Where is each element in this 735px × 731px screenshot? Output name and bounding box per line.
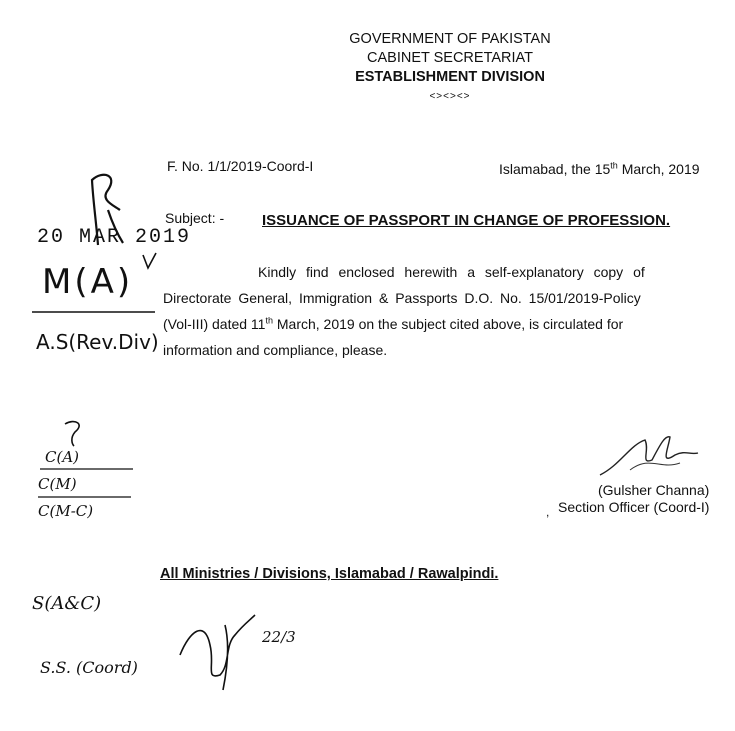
received-stamp-date: 20 MAR 2019 (37, 226, 192, 249)
subject-label: Subject: - (165, 210, 225, 226)
initial-scribble (78, 165, 138, 250)
body-line-3a: (Vol-III) dated 11 (163, 316, 266, 332)
date-prefix: Islamabad, the 15 (499, 161, 611, 177)
note-c-m-c: C(M-C) (38, 502, 94, 520)
body-line-3 (163, 311, 731, 337)
body-paragraph (163, 259, 731, 363)
underline-2 (36, 494, 136, 500)
signatory-title: Section Officer (Coord-I) (558, 499, 710, 515)
header-division: ESTABLISHMENT DIVISION (355, 69, 545, 85)
header-cabinet: CABINET SECRETARIAT (367, 50, 533, 66)
note-ss-coord: S.S. (Coord) (40, 658, 138, 677)
note-date-22-3: 22/3 (262, 628, 296, 646)
date-line (499, 161, 700, 177)
header-ornament: <><><> (429, 91, 471, 102)
header-government: GOVERNMENT OF PAKISTAN (349, 31, 551, 47)
note-c-m: C(M) (38, 475, 77, 493)
note-as-rev-div: A.S(Rev.Div) (36, 330, 159, 354)
numeral-scribble (60, 418, 90, 448)
underline-1 (38, 466, 138, 472)
signatory-name: (Gulsher Channa) (598, 482, 710, 498)
body-line-3b: March, 2019 on the subject cited above, is circulated for (272, 316, 624, 332)
date-rest: March, 2019 (617, 161, 700, 177)
subject-text: ISSUANCE OF PASSPORT IN CHANGE OF PROFESSION. (262, 212, 671, 229)
body-line-3-sup: th (265, 315, 273, 326)
note-m-a: M(A) (42, 262, 134, 302)
note-s-a-c: S(A&C) (32, 593, 102, 614)
body-line-2: Directorate General, Immigration & Passports D.O. No. 15/01/2019-Policy (163, 290, 641, 306)
tick-mark (140, 250, 160, 275)
large-signature-scribble (175, 605, 265, 695)
stray-mark: , (546, 505, 550, 519)
file-number: F. No. 1/1/2019-Coord-I (167, 158, 314, 174)
signature-scribble (590, 425, 710, 485)
body-line-4: information and compliance, please. (163, 342, 388, 358)
recipients-line: All Ministries / Divisions, Islamabad / Rawalpindi. (160, 566, 499, 582)
date-suffix: th (610, 160, 618, 171)
body-line-1: Kindly find enclosed herewith a self-explanatory copy of (258, 264, 645, 280)
note-c-a: C(A) (45, 448, 80, 466)
underline-rule (30, 308, 160, 316)
